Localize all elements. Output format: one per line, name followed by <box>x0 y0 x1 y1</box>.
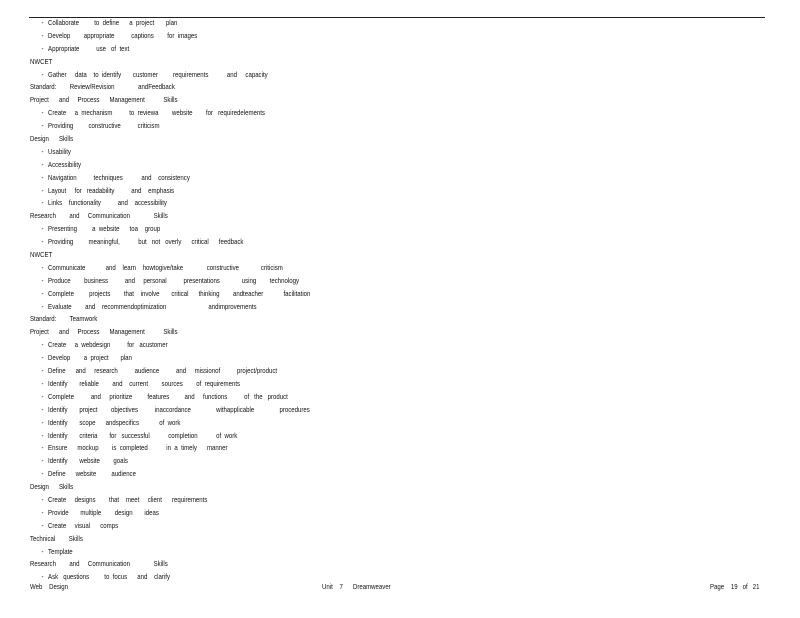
bullet-text: Gather data to identify customer requirements and capacity <box>48 69 268 79</box>
bullet-text: Produce business and personal presentations using technology <box>48 275 300 285</box>
bullet-item <box>30 262 637 275</box>
bullet-text: Create a webdesign for acustomer <box>48 340 168 350</box>
bullet-item <box>30 120 637 133</box>
heading-text: Standard: Review/Revision andFeedback <box>30 82 175 92</box>
bullet-text: Providing meaningful, but not overly critical feedback <box>48 237 244 247</box>
bullet-dash: - <box>41 494 44 504</box>
bullet-dash: - <box>41 108 44 118</box>
bullet-text: Create visual comps <box>48 520 119 530</box>
section-heading <box>30 326 637 339</box>
bullet-item <box>30 69 637 82</box>
bullet-dash: - <box>41 146 44 156</box>
footer-page-number: Page 19 of 21 <box>710 582 760 591</box>
bullet-dash: - <box>41 456 44 466</box>
heading-text: Project and Process Management Skills <box>30 327 178 337</box>
bullet-dash: - <box>41 404 44 414</box>
bullet-item <box>30 275 637 288</box>
heading-text: Project and Process Management Skills <box>30 95 178 105</box>
bullet-text: Layout for readability and emphasis <box>48 185 175 195</box>
section-heading <box>30 533 637 546</box>
bullet-item <box>30 236 637 249</box>
bullet-item <box>30 288 637 301</box>
bullet-dash: - <box>41 43 44 53</box>
section-heading <box>30 249 637 262</box>
bullet-text: Collaborate to define a project plan <box>48 18 178 27</box>
section-heading <box>30 481 637 494</box>
heading-text: Research and Communication Skills <box>30 559 168 569</box>
bullet-dash: - <box>41 237 44 247</box>
bullet-dash: - <box>41 224 44 234</box>
bullet-item <box>30 301 637 314</box>
bullet-text: Accessibility <box>48 159 82 169</box>
bullet-dash: - <box>41 172 44 182</box>
heading-text: Research and Communication Skills <box>30 211 168 221</box>
bullet-text: Complete projects that involve critical thinking andteacher facilitation <box>48 288 311 298</box>
bullet-text: Links functionality and accessibility <box>48 198 167 208</box>
section-heading <box>30 81 637 94</box>
bullet-item <box>30 17 637 30</box>
bullet-dash: - <box>41 546 44 556</box>
bullet-text: Identify criteria for successful completion of work <box>48 430 238 440</box>
bullet-text: Create designs that meet client requirements <box>48 494 208 504</box>
bullet-item <box>30 391 637 404</box>
bullet-text: Identify project objectives inaccordance withapplicable procedures <box>48 404 310 414</box>
bullet-item <box>30 43 637 56</box>
bullet-item <box>30 107 637 120</box>
bullet-dash: - <box>41 18 44 27</box>
bullet-dash: - <box>41 430 44 440</box>
bullet-dash: - <box>41 353 44 363</box>
bullet-dash: - <box>41 417 44 427</box>
bullet-dash: - <box>41 572 44 582</box>
bullet-text: Template <box>48 546 73 556</box>
heading-text: Standard: Teamwork <box>30 314 98 324</box>
bullet-text: Create a mechanism to reviewa website for requiredelements <box>48 108 265 118</box>
bullet-text: Usability <box>48 146 71 156</box>
bullet-text: Evaluate and recommendoptimization andimprovements <box>48 301 257 311</box>
bullet-item <box>30 507 637 520</box>
bullet-dash: - <box>41 159 44 169</box>
bullet-dash: - <box>41 30 44 40</box>
bullet-item <box>30 223 637 236</box>
heading-text: NWCET <box>30 56 53 66</box>
bullet-text: Presenting a website toa group <box>48 224 161 234</box>
bullet-text: Define website audience <box>48 469 136 479</box>
bullet-dash: - <box>41 443 44 453</box>
document-body <box>30 17 770 584</box>
bullet-item <box>30 430 637 443</box>
bullet-item <box>30 30 637 43</box>
bullet-item <box>30 378 637 391</box>
bullet-item <box>30 339 637 352</box>
bullet-dash: - <box>41 288 44 298</box>
bullet-item <box>30 520 637 533</box>
bullet-dash: - <box>41 469 44 479</box>
heading-text: NWCET <box>30 250 53 260</box>
heading-text: Technical Skills <box>30 533 83 543</box>
bullet-item <box>30 404 637 417</box>
bullet-text: Providing constructive criticism <box>48 121 160 131</box>
bullet-dash: - <box>41 301 44 311</box>
section-heading <box>30 56 637 69</box>
bullet-text: Ensure mockup is completed in a timely manner <box>48 443 228 453</box>
bullet-dash: - <box>41 262 44 272</box>
bullet-dash: - <box>41 340 44 350</box>
bullet-item <box>30 185 637 198</box>
bullet-item <box>30 442 637 455</box>
bullet-text: Ask questions to focus and clarify <box>48 572 170 582</box>
bullet-item <box>30 417 637 430</box>
bullet-item <box>30 197 637 210</box>
bullet-dash: - <box>41 275 44 285</box>
section-heading <box>30 313 637 326</box>
bullet-dash: - <box>41 507 44 517</box>
bullet-item <box>30 468 637 481</box>
section-heading <box>30 94 637 107</box>
bullet-item <box>30 146 637 159</box>
bullet-text: Communicate and learn howtogive/take constructive criticism <box>48 262 283 272</box>
bullet-dash: - <box>41 121 44 131</box>
bullet-item <box>30 455 637 468</box>
bullet-text: Define and research audience and missionof project/product <box>48 366 278 376</box>
heading-text: Design Skills <box>30 482 74 492</box>
bullet-item <box>30 365 637 378</box>
bullet-dash: - <box>41 378 44 388</box>
section-heading <box>30 558 637 571</box>
bullet-dash: - <box>41 198 44 208</box>
section-heading <box>30 133 637 146</box>
bullet-text: Identify reliable and current sources of requirements <box>48 378 241 388</box>
bullet-item <box>30 546 637 559</box>
bullet-text: Identify scope andspecifics of work <box>48 417 181 427</box>
bullet-text: Develop a project plan <box>48 353 132 363</box>
bullet-dash: - <box>41 520 44 530</box>
bullet-item <box>30 159 637 172</box>
bullet-dash: - <box>41 391 44 401</box>
section-heading <box>30 210 637 223</box>
bullet-text: Develop appropriate captions for images <box>48 30 198 40</box>
bullet-dash: - <box>41 366 44 376</box>
bullet-text: Complete and prioritize features and functions of the product <box>48 391 288 401</box>
footer-unit-title: Unit 7 Dreamweaver <box>322 582 391 591</box>
page-footer <box>30 580 770 594</box>
heading-text: Design Skills <box>30 134 74 144</box>
bullet-text: Navigation techniques and consistency <box>48 172 190 182</box>
bullet-text: Provide multiple design ideas <box>48 507 159 517</box>
bullet-dash: - <box>41 69 44 79</box>
bullet-text: Appropriate use of text <box>48 43 130 53</box>
bullet-dash: - <box>41 185 44 195</box>
footer-course-title: Web Design <box>30 582 68 591</box>
bullet-text: Identify website goals <box>48 456 128 466</box>
bullet-item <box>30 494 637 507</box>
bullet-item <box>30 352 637 365</box>
bullet-item <box>30 172 637 185</box>
